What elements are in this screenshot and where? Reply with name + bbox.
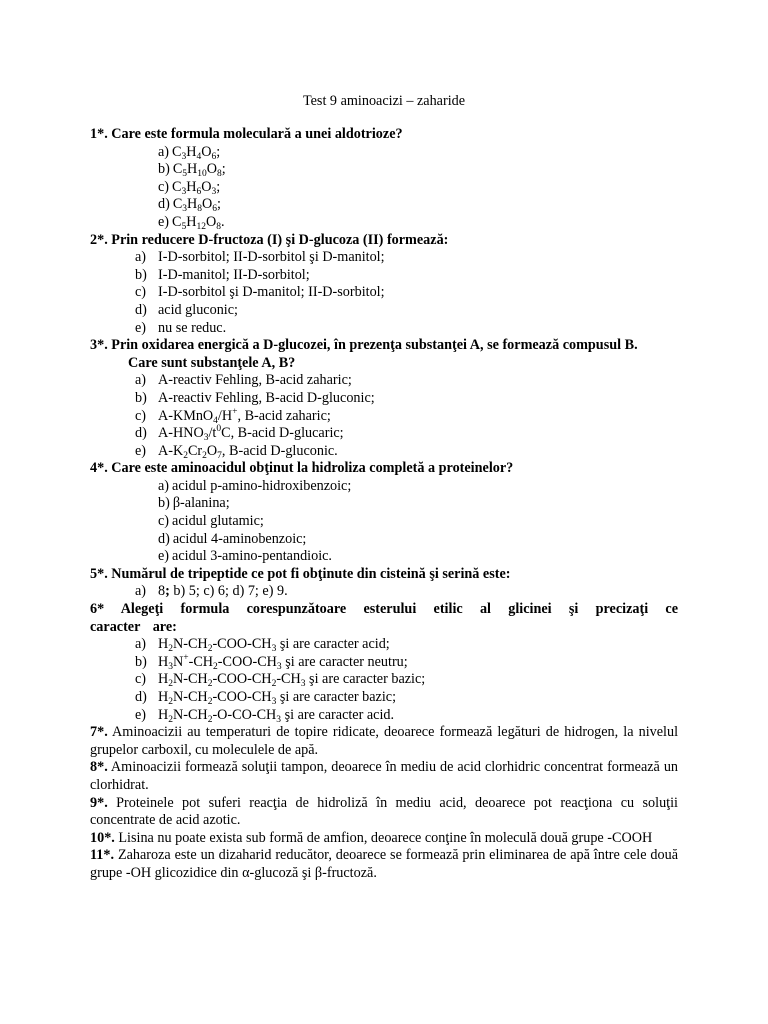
option-key: a) bbox=[135, 249, 147, 266]
subscript: 6 bbox=[212, 204, 218, 215]
subscript: 6 bbox=[196, 186, 202, 197]
question-4-text: Care este aminoacidul obţinut la hidroliza completă a proteinelor? bbox=[111, 460, 514, 477]
option-text: $H_2N-CH_2-COO-CH_3$ şi are caracter acid; bbox=[158, 636, 390, 655]
option-text: A-KMnO$_4$/H+, B-acid zaharic; bbox=[158, 406, 331, 426]
option-text: acidul 3-amino-pentandioic. bbox=[172, 548, 332, 565]
option-key: a) bbox=[158, 477, 170, 494]
option-key: b) bbox=[135, 389, 147, 406]
subscript: 8 bbox=[216, 221, 221, 232]
question-4-number: 4*. bbox=[90, 460, 108, 477]
question-2-number: 2*. bbox=[90, 231, 108, 248]
option-text: acidul glutamic; bbox=[172, 513, 264, 530]
option-text: $H_2N-CH_2-O-CO-CH_3$ şi are caracter acid. bbox=[158, 706, 395, 725]
question-4 bbox=[90, 460, 678, 478]
superscript: 0 bbox=[216, 424, 222, 435]
option bbox=[90, 583, 678, 601]
question-3-text: Prin oxidarea energică a D-glucozei, în prezenţa substanţei A, se formează compusul B. bbox=[111, 337, 638, 354]
subscript: 2 bbox=[207, 714, 213, 725]
option-key: c) bbox=[158, 178, 170, 195]
option-text: $C_3H_4O_6$; bbox=[172, 143, 221, 162]
question-10 bbox=[90, 830, 678, 848]
question-7-number: 7*. bbox=[90, 724, 108, 741]
option bbox=[90, 443, 678, 461]
option-key: a) bbox=[135, 372, 147, 389]
question-9 bbox=[90, 795, 678, 830]
superscript: + bbox=[183, 652, 189, 663]
option-text: nu se reduc. bbox=[158, 319, 227, 336]
subscript: 2 bbox=[202, 450, 207, 461]
option-text: I-D-sorbitol; II-D-sorbitol şi D-manitol; bbox=[158, 249, 385, 266]
question-5-number: 5*. bbox=[90, 565, 108, 582]
option-key: b) bbox=[158, 495, 170, 512]
option-text: A-reactiv Fehling, B-acid zaharic; bbox=[158, 372, 352, 389]
option bbox=[90, 654, 678, 672]
question-8-text: Aminoacizii formează soluţii tampon, deoarece în mediu de acid clorhidric concentrat formează un clorhidrat. bbox=[90, 759, 679, 793]
question-3-options bbox=[90, 372, 678, 460]
option bbox=[90, 214, 678, 232]
subscript: 2 bbox=[213, 661, 218, 672]
subscript: 3 bbox=[181, 186, 187, 197]
option-text: acid gluconic; bbox=[158, 301, 238, 318]
option-text: $C_3H_8O_6$; bbox=[172, 196, 221, 215]
test-content bbox=[90, 126, 678, 883]
subscript: 3 bbox=[182, 204, 188, 215]
option-key: e) bbox=[135, 319, 147, 336]
question-1-number: 1*. bbox=[90, 126, 108, 142]
question-5-options bbox=[90, 583, 678, 601]
option-text: acidul 4-aminobenzoic; bbox=[172, 530, 307, 547]
subscript: 2 bbox=[207, 697, 213, 707]
option bbox=[90, 495, 678, 513]
option-key: d) bbox=[135, 689, 147, 705]
subscript: 5 bbox=[181, 221, 187, 232]
option-text: $A-K_2Cr_2O_7$, B-acid D-gluconic. bbox=[158, 442, 338, 461]
option-text: β-alanina; bbox=[172, 495, 230, 512]
subscript: 2 bbox=[207, 644, 213, 655]
subscript: 2 bbox=[168, 644, 173, 655]
option bbox=[90, 408, 678, 426]
subscript: 3 bbox=[300, 679, 306, 690]
option-text: $C_5H_{10}O_8$; bbox=[172, 161, 226, 180]
question-11 bbox=[90, 847, 678, 882]
question-11-number: 11*. bbox=[90, 847, 115, 864]
option bbox=[90, 372, 678, 390]
option-key: e) bbox=[158, 548, 170, 565]
question-6-text: Alegeţi formula corespunzătoare esterului etilic al glicinei şi precizaţi ce caracter are: bbox=[90, 601, 679, 635]
question-9-text: Proteinele pot suferi reacţia de hidroliză în mediu acid, deoarece pot reacţiona cu soluţii concentrate de acid azotic. bbox=[90, 794, 678, 829]
option bbox=[90, 302, 678, 320]
option-text: $H_3N^+-CH_2-COO-CH_3$ şi are caracter neutru; bbox=[158, 652, 408, 672]
option bbox=[90, 531, 678, 549]
option-key: d) bbox=[135, 425, 147, 442]
option-key: c) bbox=[158, 513, 170, 530]
subscript: 2 bbox=[207, 679, 213, 690]
subscript: 5 bbox=[182, 169, 188, 180]
subscript: 2 bbox=[168, 679, 173, 690]
option-rest: b) 5; c) 6; d) 7; e) 9. bbox=[169, 583, 288, 600]
subscript: 2 bbox=[168, 714, 173, 725]
question-7 bbox=[90, 724, 678, 759]
option-text: I-D-manitol; II-D-sorbitol; bbox=[158, 266, 310, 283]
option-text: acidul p-amino-hidroxibenzoic; bbox=[172, 477, 352, 494]
subscript: 3 bbox=[203, 433, 209, 444]
subscript: 3 bbox=[271, 644, 277, 655]
option bbox=[90, 548, 678, 566]
test-title: Test 9 aminoacizi – zaharide bbox=[302, 93, 466, 109]
subscript: 3 bbox=[276, 714, 282, 725]
question-3 bbox=[90, 337, 678, 355]
question-3-number: 3*. bbox=[90, 337, 108, 354]
option-key: c) bbox=[135, 284, 147, 301]
subscript: 7 bbox=[217, 450, 222, 461]
option-text: $A-HNO_3/t^0C$, B-acid D-glucaric; bbox=[158, 424, 344, 444]
option-text: $H_2N-CH_2-COO-CH_2-CH_3$ şi are caracter bazic; bbox=[158, 671, 426, 690]
option-separator: ; bbox=[165, 583, 170, 600]
subscript: 10 bbox=[197, 169, 207, 180]
option bbox=[90, 636, 678, 654]
question-5 bbox=[90, 566, 678, 584]
option bbox=[90, 284, 678, 302]
question-2 bbox=[90, 232, 678, 250]
option-key: e) bbox=[135, 706, 147, 723]
question-6-number: 6* bbox=[90, 601, 105, 618]
option-text: $C_5H_{12}O_8$. bbox=[172, 213, 225, 232]
option-key: b) bbox=[135, 266, 147, 283]
superscript: + bbox=[232, 406, 238, 417]
option-key: c) bbox=[135, 671, 147, 688]
subscript: 3 bbox=[276, 661, 282, 672]
option bbox=[90, 179, 678, 197]
option bbox=[90, 513, 678, 531]
question-1-options bbox=[90, 144, 678, 232]
subscript: 4 bbox=[213, 415, 218, 426]
question-8 bbox=[90, 759, 678, 794]
subscript: 4 bbox=[196, 151, 202, 162]
option-key: a) bbox=[158, 143, 170, 160]
option-key: d) bbox=[158, 196, 170, 213]
question-8-number: 8*. bbox=[90, 759, 108, 776]
option-key: a) bbox=[135, 636, 147, 653]
option-key: d) bbox=[135, 301, 147, 318]
subscript: 3 bbox=[271, 697, 277, 707]
question-7-text: Aminoacizii au temperaturi de topire ridicate, deoarece formează legături de hidrogen, la nivelul grupelor carboxil, cu moleculele de apă. bbox=[90, 724, 679, 758]
subscript: 2 bbox=[168, 697, 173, 707]
question-6-options bbox=[90, 636, 678, 724]
subscript: 6 bbox=[211, 151, 217, 162]
question-1-text: Care este formula moleculară a unei aldotrioze? bbox=[111, 126, 403, 142]
option-text: A-reactiv Fehling, B-acid D-gluconic; bbox=[158, 389, 375, 406]
question-4-options bbox=[90, 478, 678, 566]
option bbox=[90, 689, 678, 707]
question-10-number: 10*. bbox=[90, 829, 115, 846]
question-10-text: Lisina nu poate exista sub formă de amfion, deoarece conţine în moleculă două grupe -COOH bbox=[118, 829, 653, 846]
option bbox=[90, 196, 678, 214]
option bbox=[90, 267, 678, 285]
option-key: b) bbox=[135, 653, 147, 670]
option-key: b) bbox=[158, 161, 170, 178]
option-text: $H_2N-CH_2-COO-CH_3$ şi are caracter bazic; bbox=[158, 689, 397, 707]
question-2-text: Prin reducere D-fructoza (I) şi D-glucoza (II) formează: bbox=[111, 231, 449, 248]
question-2-options bbox=[90, 249, 678, 337]
option-text: I-D-sorbitol şi D-manitol; II-D-sorbitol; bbox=[158, 284, 385, 301]
option-key: e) bbox=[158, 213, 170, 230]
question-3-text-continued: Care sunt substanţele A, B? bbox=[128, 354, 296, 371]
subscript: 3 bbox=[211, 186, 217, 197]
option-key: c) bbox=[135, 407, 147, 424]
option bbox=[90, 249, 678, 267]
question-1 bbox=[90, 126, 678, 144]
subscript: 8 bbox=[217, 169, 222, 180]
subscript: 3 bbox=[168, 661, 173, 672]
option bbox=[90, 671, 678, 689]
question-5-text: Numărul de tripeptide ce pot fi obţinute din cisteină şi serină este: bbox=[111, 565, 511, 582]
option bbox=[90, 390, 678, 408]
option-key: e) bbox=[135, 442, 147, 459]
option-text: $C_3H_6O_3$; bbox=[172, 178, 221, 197]
subscript: 2 bbox=[271, 679, 277, 690]
question-11-text: Zaharoza este un dizaharid reducător, deoarece se formează prin eliminarea de apă între cele două grupe -OH glicozidice din α-glucoză şi β-fructoză. bbox=[90, 847, 679, 881]
option bbox=[90, 707, 678, 725]
option bbox=[90, 320, 678, 338]
subscript: 3 bbox=[181, 151, 187, 162]
option bbox=[90, 144, 678, 162]
option-a-value: 8 bbox=[158, 583, 166, 600]
option bbox=[90, 425, 678, 443]
question-6 bbox=[90, 601, 678, 636]
subscript: 8 bbox=[197, 204, 203, 215]
option-key: d) bbox=[158, 530, 170, 547]
question-9-number: 9*. bbox=[90, 794, 108, 811]
option bbox=[90, 478, 678, 496]
subscript: 2 bbox=[183, 450, 188, 461]
option-key: a) bbox=[135, 583, 147, 600]
subscript: 12 bbox=[196, 221, 206, 232]
option bbox=[90, 161, 678, 179]
